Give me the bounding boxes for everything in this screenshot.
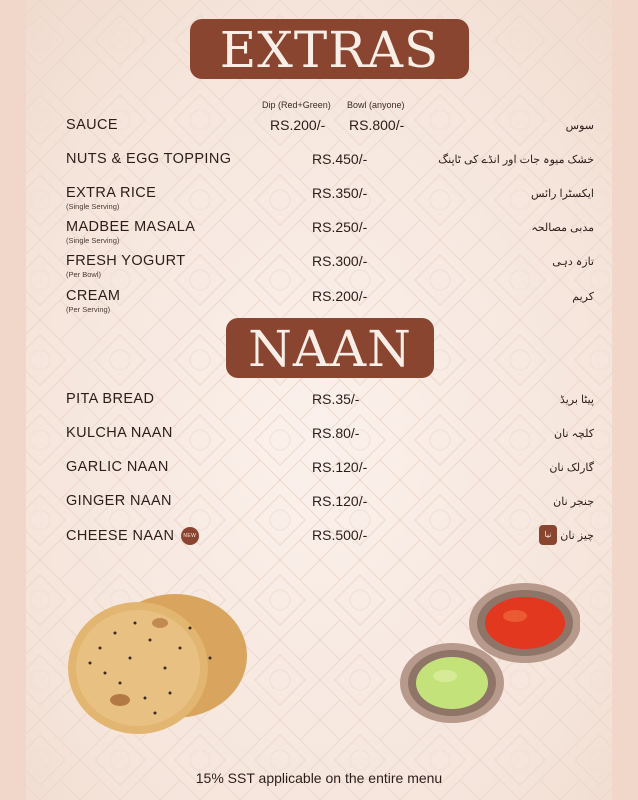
item-price: RS.120/- bbox=[312, 459, 368, 475]
item-name-urdu: گارلک نان bbox=[549, 462, 594, 474]
item-price: RS.35/- bbox=[312, 391, 360, 407]
item-name-text: CHEESE NAAN bbox=[66, 527, 175, 544]
bowl-column-header: Bowl (anyone) bbox=[347, 100, 405, 110]
naan-title: NAAN bbox=[226, 318, 434, 378]
item-price: RS.300/- bbox=[312, 253, 368, 269]
item-name-urdu: چیز نان bbox=[560, 530, 594, 542]
menu-item-cream bbox=[0, 288, 638, 318]
menu-item-cheese-naan bbox=[0, 527, 638, 557]
item-note: (Single Serving) bbox=[66, 236, 120, 245]
dip-column-header: Dip (Red+Green) bbox=[262, 100, 331, 110]
menu-item-fresh-yogurt bbox=[0, 253, 638, 283]
item-name-urdu: جنجر نان bbox=[553, 496, 594, 508]
tax-notice: 15% SST applicable on the entire menu bbox=[195, 770, 443, 786]
item-price: RS.500/- bbox=[312, 527, 368, 543]
item-name-urdu: کلچہ نان bbox=[554, 428, 594, 440]
menu-item-extra-rice bbox=[0, 185, 638, 215]
item-name-urdu: تازہ دہی bbox=[552, 256, 594, 268]
item-name-urdu: مدبی مصالحہ bbox=[531, 222, 594, 234]
item-price-dip: RS.200/- bbox=[270, 117, 326, 133]
item-price: RS.80/- bbox=[312, 425, 360, 441]
item-note: (Per Bowl) bbox=[66, 270, 102, 279]
menu-item-ginger-naan bbox=[0, 493, 638, 523]
menu-item-kulcha-naan bbox=[0, 425, 638, 455]
item-note: (Single Serving) bbox=[66, 202, 120, 211]
item-name: MADBEE MASALA bbox=[66, 219, 196, 235]
menu-item-pita-bread bbox=[0, 391, 638, 421]
new-badge-urdu: نیا bbox=[539, 525, 557, 545]
menu-item-sauce bbox=[0, 117, 638, 147]
extras-title: EXTRAS bbox=[190, 19, 469, 79]
item-name: PITA BREAD bbox=[66, 391, 155, 407]
item-name: GINGER NAAN bbox=[66, 493, 172, 509]
item-price: RS.200/- bbox=[312, 288, 368, 304]
item-name: FRESH YOGURT bbox=[66, 253, 186, 269]
item-name bbox=[66, 527, 199, 545]
item-name-urdu: پیٹا بریڈ bbox=[559, 394, 594, 406]
sauce-bowls-image bbox=[400, 578, 580, 733]
item-price: RS.250/- bbox=[312, 219, 368, 235]
item-name-urdu: کریم bbox=[572, 291, 594, 303]
item-name: KULCHA NAAN bbox=[66, 425, 173, 441]
item-name-urdu: خشک میوہ جات اور انڈے کی ٹاپنگ bbox=[438, 154, 594, 166]
item-price: RS.450/- bbox=[312, 151, 368, 167]
menu-item-madbee-masala bbox=[0, 219, 638, 249]
item-name: GARLIC NAAN bbox=[66, 459, 169, 475]
item-note: (Per Serving) bbox=[66, 305, 111, 314]
menu-item-nuts-egg bbox=[0, 151, 638, 181]
item-name: EXTRA RICE bbox=[66, 185, 157, 201]
item-price: RS.120/- bbox=[312, 493, 368, 509]
item-price: RS.350/- bbox=[312, 185, 368, 201]
naan-bread-image bbox=[60, 588, 250, 738]
item-name: CREAM bbox=[66, 288, 121, 304]
item-name-urdu: ایکسٹرا رائس bbox=[531, 188, 594, 200]
item-price-bowl: RS.800/- bbox=[349, 117, 405, 133]
item-name-urdu: سوس bbox=[565, 120, 594, 132]
item-name: NUTS & EGG TOPPING bbox=[66, 151, 232, 167]
menu-item-garlic-naan bbox=[0, 459, 638, 489]
item-name: SAUCE bbox=[66, 117, 118, 133]
new-badge: NEW bbox=[181, 527, 199, 545]
